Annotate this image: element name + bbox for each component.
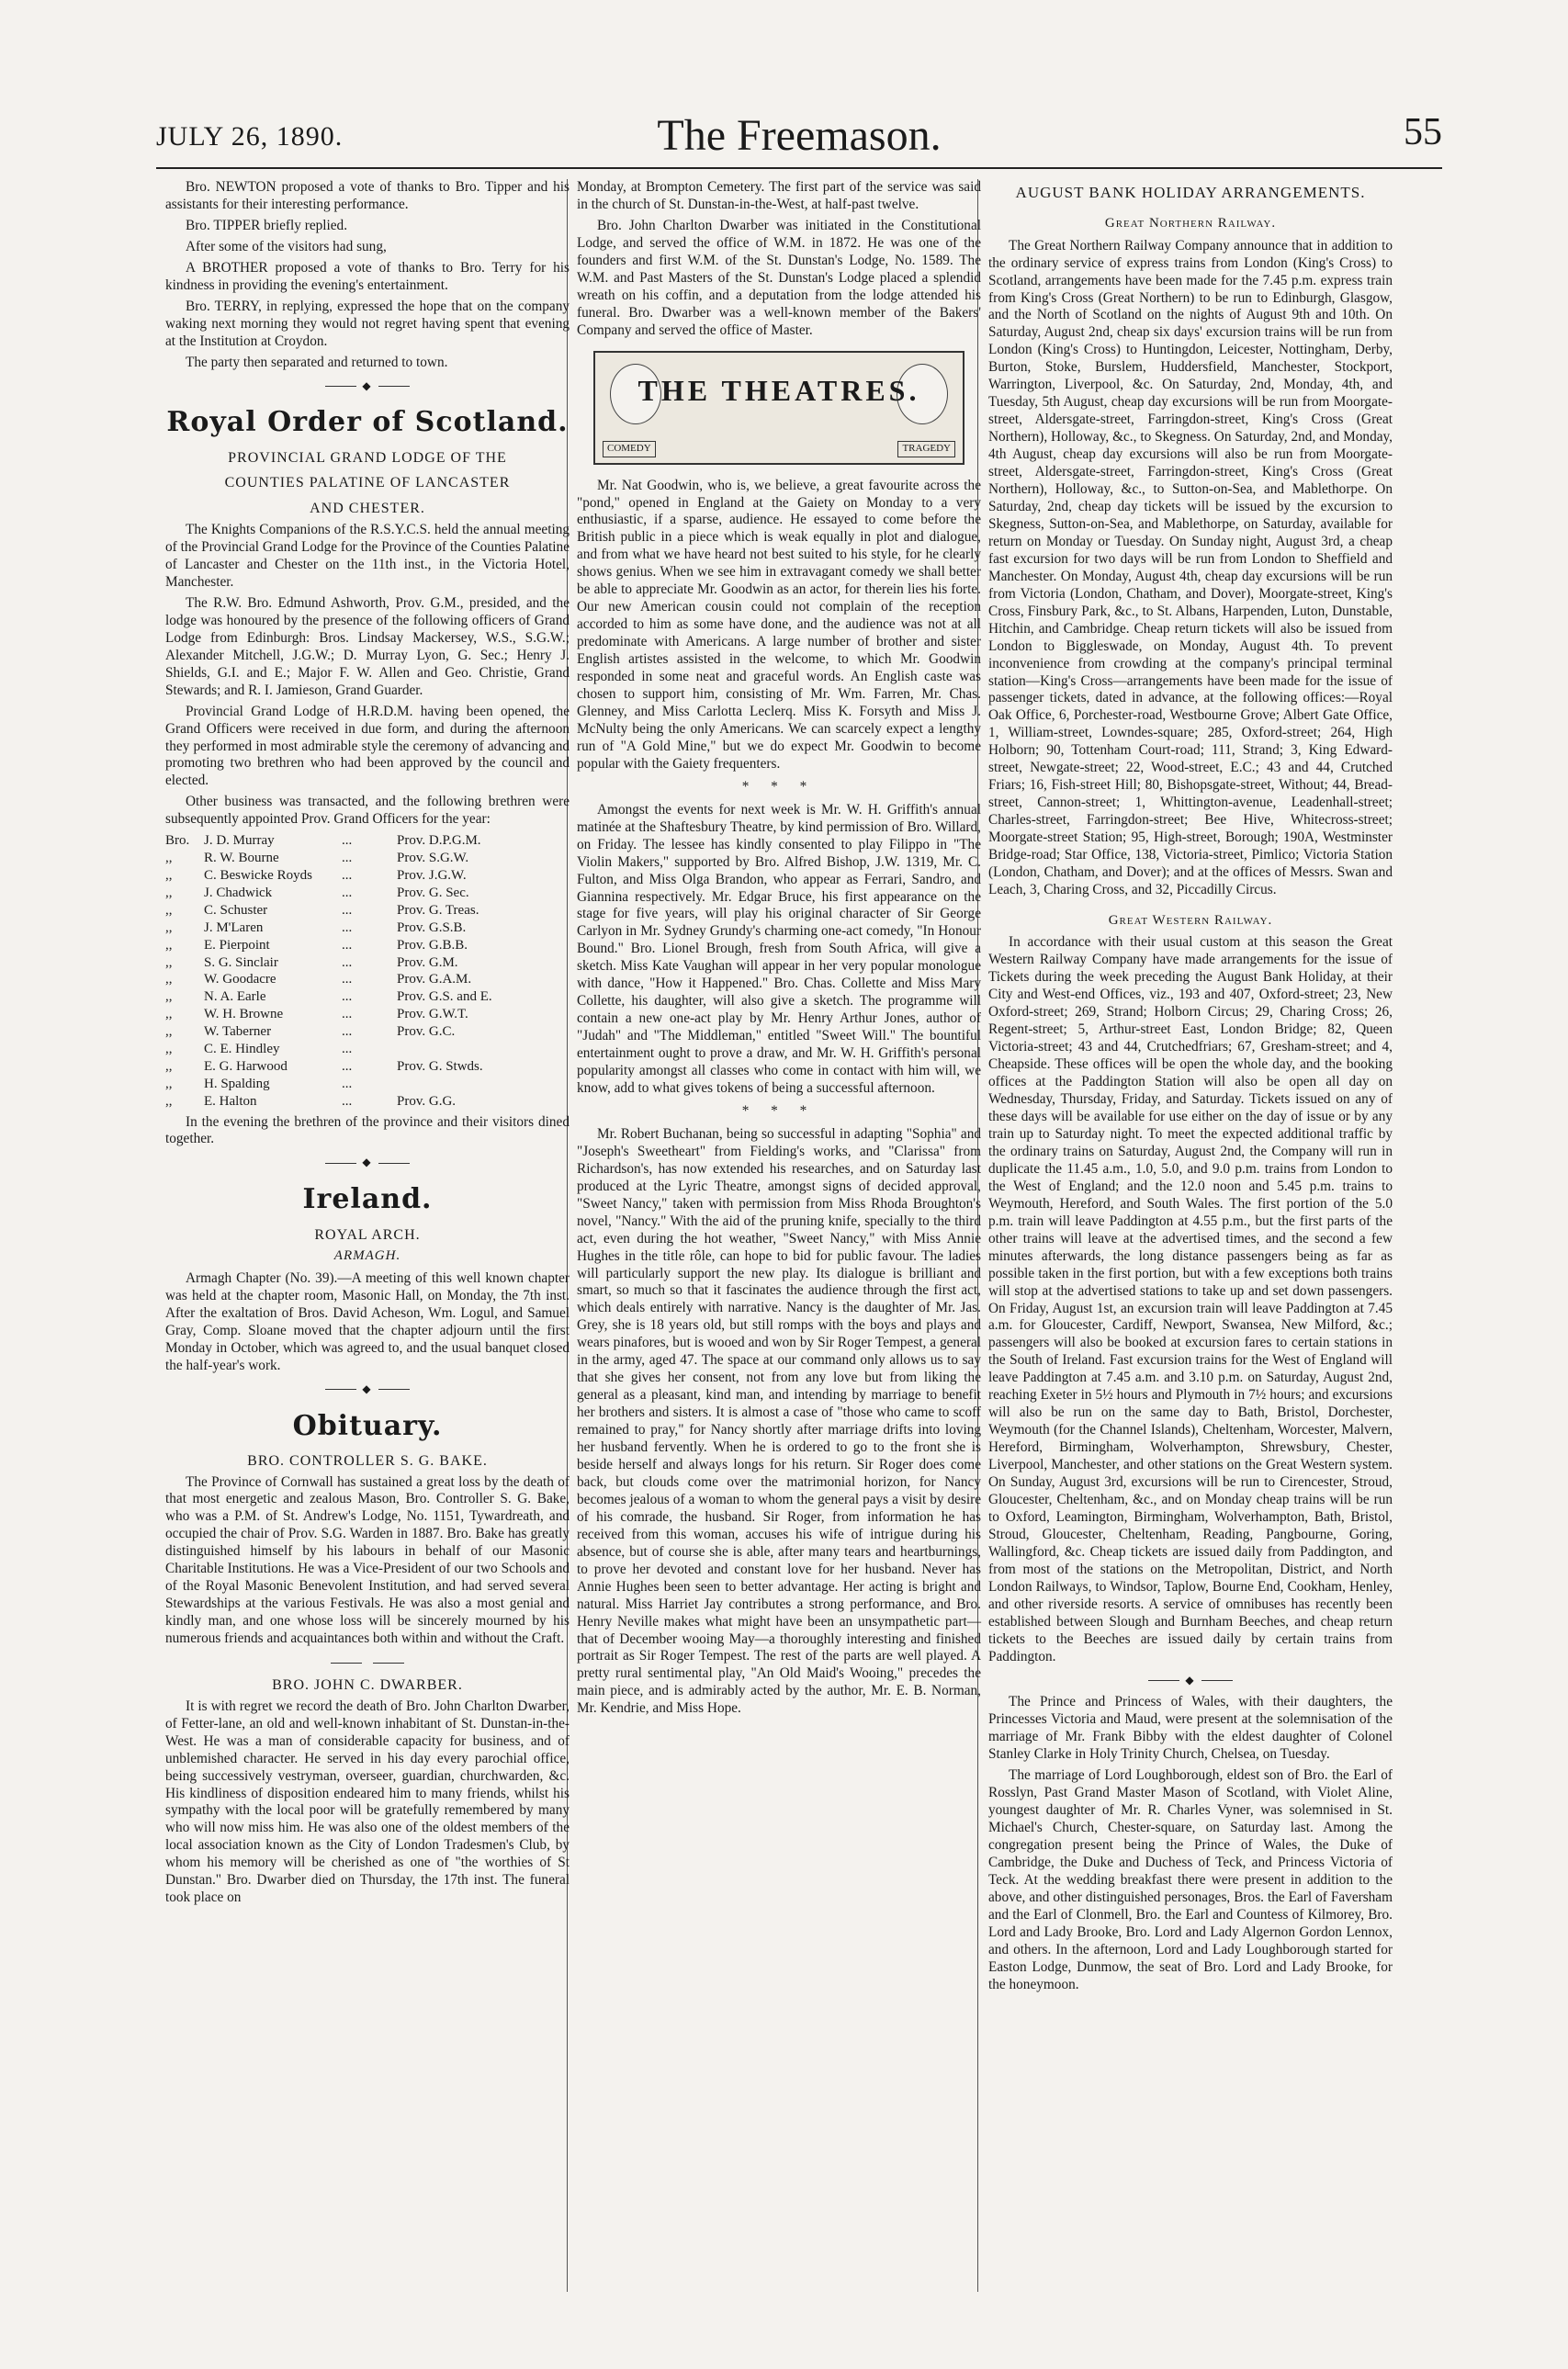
subheading: Great Northern Railway. (1104, 216, 1277, 231)
masthead (156, 110, 1442, 165)
officer-row: ,, S. G. Sinclair ... Prov. G.M. (165, 954, 458, 970)
paragraph: After some of the visitors had sung, (186, 238, 387, 254)
officer-row: ,, E. Halton ... Prov. G.G. (165, 1093, 457, 1109)
paragraph: Bro. TERRY, in replying, expressed the hope that on the company waking next morning they would not regret having spent that evening at the Institution at Croydon. (165, 298, 570, 349)
paragraph: The Prince and Princess of Wales, with their daughters, the Princesses Victoria and Maud, were present at the solemnisation of the marriage of Mr. Frank Bibby with the eldest daughter of Colonel Stanley Clarke in Holy Trinity Church, Chelsea, on Tuesday. (988, 1694, 1393, 1763)
paragraph: In the evening the brethren of the province and their visitors dined together. (165, 1113, 570, 1147)
paragraph: The party then separated and returned to town. (186, 354, 448, 370)
paragraph: The R.W. Bro. Edmund Ashworth, Prov. G.M., presided, and the lodge was honoured by the presence of the following officers of Grand Lodge from Edinburgh: Bros. Lindsay Mackersey, W.S., S.G.W.; Alexander Mitchell, J.G.W.; D. Murray Lyon, G. Sec.; Henry J. Shields, G.I. and E.; Major F. W. Allen and Geo. Christie, Grand Stewards; and R. I. Jamieson, Grand Guarder. (165, 594, 570, 698)
officer-row: ,, C. E. Hindley ... (165, 1041, 353, 1056)
paragraph: Provincial Grand Lodge of H.R.D.M. having been opened, the Grand Officers were received in due form, and during the afternoon they performed in most admirable style the ceremony of advancing and promoting two brethren who had been approved by the council and elected. (165, 703, 570, 789)
officer-row: Bro. J. D. Murray ... Prov. D.P.G.M. (165, 833, 481, 849)
officer-row: ,, J. M'Laren ... Prov. G.S.B. (165, 919, 467, 935)
paragraph: Other business was transacted, and the following brethren were subsequently appointed Prov. Grand Officers for the year: (165, 794, 570, 828)
paragraph: Bro. John Charlton Dwarber was initiated in the Constitutional Lodge, and served the office of W.M. in 1872. He was one of the founders and first W.M. of the St. Dunstan's Lodge, No. 1589. The W.M. and Past Masters of the St. Dunstan's Lodge placed a splendid wreath on his coffin, and a deputation from the lodge attended his funeral. Bro. Dwarber was a well-known member of the Bakers' Company and served the office of Master. (577, 217, 981, 338)
officer-row: ,, W. H. Browne ... Prov. G.W.T. (165, 1007, 468, 1022)
officer-row: ,, W. Taberner ... Prov. G.C. (165, 1024, 456, 1040)
subheading: COUNTIES PALATINE OF LANCASTER (224, 475, 511, 491)
subheading: Great Western Railway. (1108, 912, 1273, 928)
paragraph: Mr. Robert Buchanan, being so successful in adapting "Sophia" and "Joseph's Sweetheart" from Fielding's works, and "Clarissa" from Richardson's, has now extended his researches, and on Saturday last produced at the Lyric Theatre, amongst signs of decided approval, "Sweet Nancy," taken with permission from Miss Rhoda Broughton's novel, "Nancy." With the aid of the pruning knife, specially to the third act, even during the hot weather, "Sweet Nancy," with Miss Annie Hughes in the title rôle, can hope to bid for public favour. The ladies will particularly support the new play. Its dialogue is brilliant and smart, so much so that it fascinates the audience through the first act, which deals entirely with narrative. Nancy is the daughter of Mr. Jas. Grey, she is 18 years old, but still romps with the boys and plays and wears pinafores, but is wooed and won by Sir Roger Tempest, a general in the army, aged 47. The space at our command only allows us to say that she gives her consent, not from any love but from liking the general as a pleasant, kind man, and intending by marriage to benefit her brothers and sisters. It is almost a case of "those who came to scoff remained to pray," for Nancy shortly after marriage drifts into loving her husband fervently. When he is ordered to go to the front she is beside herself and always longs for his return. Sir Roger does come back, but clouds come over the matrimonial horizon, for Nancy becomes jealous of a woman to whom the general pays a visit by desire of his comrade, the husband. Sir Roger, from information he has received from this woman, accuses his wife of intrigue during his absence, but of course she is able, after many tears and heartburnings, to prove her devoted and constant love for her husband. Never has Annie Hughes been seen to better advantage. Her acting is bright and natural. Miss Harriet Jay contributes a strong performance, and Bro. Henry Neville makes what might have been an unsympathetic part—that of December wooing May—a thoroughly interesting and finished portrait as Sir Roger Tempest. The rest of the parts are well played. A pretty rural sentimental play, "An Old Maid's Wooing," precedes the main piece, and is admirably acted by the author, Mr. E. B. Norman, Mr. Kendrie, and Miss Hope. (577, 1125, 981, 1717)
paragraph: The Province of Cornwall has sustained a great loss by the death of that most energetic and zealous Mason, Bro. Controller S. G. Bake, who was a P.M. of St. Andrew's Lodge, No. 1151, Tywardreath, and occupied the chair of Prov. S.G. Warden in 1887. Bro. Bake has greatly distinguished himself by his labours in behalf of our Masonic Charitable Institutions. He was a Vice-President of our two Schools and of the Royal Masonic Benevolent Institution, and had served several Stewardships at the various Festivals. He was also a most genial and kindly man, and one whose loss will be sincerely mourned by his numerous friends and acquaintances both within and without the Craft. (165, 1473, 570, 1647)
theatres-banner (593, 351, 964, 465)
section-heading: Royal Order of Scotland. (166, 406, 569, 439)
ornament-divider: ◆ (988, 1674, 1393, 1687)
officer-row: ,, C. Schuster ... Prov. G. Treas. (165, 902, 479, 918)
paragraph: Bro. NEWTON proposed a vote of thanks to Bro. Tipper and his assistants for their interesting performance. (165, 179, 570, 212)
paper-title: The Freemason. (657, 111, 942, 160)
officers-list (165, 832, 570, 1110)
subheading: ROYAL ARCH. (314, 1226, 421, 1243)
paragraph: Armagh Chapter (No. 39).—A meeting of this well known chapter was held at the chapter room, Masonic Hall, on Monday, the 7th inst. After the exaltation of Bros. David Acheson, Wm. Logul, and Samuel Gray, Comp. Sloane moved that the chapter adjourn until the first Monday in October, which was agreed to, and the usual banquet closed the half-year's work. (165, 1269, 570, 1373)
column-3 (988, 179, 1393, 1998)
section-heading: Obituary. (292, 1409, 443, 1442)
section-heading: Ireland. (302, 1183, 433, 1216)
paragraph: Bro. TIPPER briefly replied. (186, 217, 348, 233)
subheading: ARMAGH. (333, 1248, 401, 1264)
paragraph: Mr. Nat Goodwin, who is, we believe, a great favourite across the "pond," opened in England at the Gaiety on Monday to a very enthusiastic, if a sparse, audience. He essayed to come before the British public in a piece which is weak equally in plot and dialogue, and from what we have heard not best suited to his style, for he clearly shows genius. When we see him in extravagant comedy we shall better be able to appreciate Mr. Goodwin as an actor, for therein lies his forte. Our new American cousin could not complain of the reception accorded to him as some have done, and the audience was not at all predominate with Americans. A large number of brother and sister English artistes assisted in the welcome, to which Mr. Goodwin responded in some neat and graceful words. An English caste was chosen to support him, consisting of Mr. Wm. Farren, Mr. Chas. Glenney, and Miss Carlotta Leclerq. Miss K. Forsyth and Miss J. McNulty being the only Americans. We can scarcely expect a lengthy run of "A Gold Mine," but we do expect Mr. Goodwin to become popular with the Gaiety frequenters. (577, 477, 981, 772)
officer-row: ,, J. Chadwick ... Prov. G. Sec. (165, 885, 469, 900)
officer-row: ,, E. Pierpoint ... Prov. G.B.B. (165, 937, 468, 953)
paragraph: Amongst the events for next week is Mr. W. H. Griffith's annual matinée at the Shaftesbury Theatre, by kind permission of Bro. Willard, on Friday. The lessee has kindly consented to play Filippo in "The Violin Makers," supported by Bro. Alfred Bishop, J.W. 1319, Mr. C. Fulton, and Miss Olga Brandon, who appear as Ferrari, Sandro, and Giannina respectively. Mr. Edgar Bruce, his first appearance on the stage for five years, will play his original character of Sir George Carlyon in Mr. Sydney Grundy's charming one-act comedy, "In Honour Bound." Bro. Lionel Brough, fresh from South Africa, will give a sketch. Miss Kate Vaughan will appear in her very popular monologue with dance, "How it Happened." Bro. Chas. Collette and Miss Mary Collette, his daughter, will also give a sketch. The programme will contain a new one-act play by Mr. Henry Arthur Jones, author of "Judah" and "The Middleman," entitled "Sweet Will." The bountiful entertainment ought to prove a draw, and Mr. W. H. Griffith's personal popularity amongst all classes who come in contact with him will, we know, add to what gives tokens of being a successful afternoon. (577, 801, 981, 1096)
banner-title: THE THEATRES. (637, 373, 920, 407)
paragraph: It is with regret we record the death of Bro. John Charlton Dwarber, of Fetter-lane, an old and well-known inhabitant of St. Dunstan-in-the-West. He was a man of considerable capacity for business, and of unblemished character. He served in his day every parochial office, being successively vestryman, overseer, guardian, churchwarden, &c. His kindliness of disposition endeared him to many friends, whilst his sympathy with the local poor will be gratefully remembered by many who will now miss him. He was also one of the oldest members of the local association known as the City of London Tradesmen's Club, by whom his memory will be cherished as one of "the worthies of St Dunstan." Bro. Dwarber died on Thursday, the 17th inst. The funeral took place on (165, 1698, 570, 1906)
banner-label-left: COMEDY (603, 441, 656, 457)
officer-row: ,, R. W. Bourne ... Prov. S.G.W. (165, 851, 469, 866)
section-break: * * * (741, 1102, 817, 1119)
subheading: BRO. CONTROLLER S. G. BAKE. (247, 1452, 488, 1469)
ornament-divider (165, 1655, 570, 1669)
section-break: * * * (741, 778, 817, 795)
column-1 (165, 179, 570, 1911)
page-number: 55 (1404, 111, 1442, 153)
subheading: BRO. JOHN C. DWARBER. (272, 1676, 463, 1693)
paragraph: Monday, at Brompton Cemetery. The first part of the service was said in the church of St. Dunstan-in-the-West, at half-past twelve. (577, 179, 981, 212)
subheading: PROVINCIAL GRAND LODGE OF THE (228, 449, 507, 466)
officer-row: ,, W. Goodacre ... Prov. G.A.M. (165, 972, 472, 987)
banner-label-right: TRAGEDY (897, 441, 955, 457)
issue-date: JULY 26, 1890. (156, 121, 344, 152)
ornament-divider: ◆ (165, 1156, 570, 1169)
ornament-divider: ◆ (165, 1382, 570, 1396)
officer-row: ,, C. Beswicke Royds ... Prov. J.G.W. (165, 868, 467, 884)
paragraph: The marriage of Lord Loughborough, eldest son of Bro. the Earl of Rosslyn, Past Grand Master Mason of Scotland, with Violet Aline, youngest daughter of Mr. R. Charles Vyner, was solemnised in St. Michael's Church, Chester-square, on Saturday last. Among the congregation present being the Prince of Wales, the Duke of Cambridge, the Duke and Duchess of Teck, and Princess Victoria of Teck. At the wedding breakfast there were present in addition to the above, and other distinguished personages, Bros. the Earl of Faversham and the Earl of Clonmell, Bro. the Earl and Countess of Kilmorey, Bro. Lord and Lady Brooke, Bro. Lord and Lady Algernon Gordon Lennox, and others. In the afternoon, Lord and Lady Loughborough started for Easton Lodge, Dunmow, the seat of Bro. Lord and Lady Brooke, for the honeymoon. (988, 1767, 1393, 1992)
column-2 (577, 179, 981, 1721)
header-rule (156, 167, 1442, 169)
officer-row: ,, N. A. Earle ... Prov. G.S. and E. (165, 989, 492, 1005)
paragraph: The Great Northern Railway Company announce that in addition to the ordinary service of express trains from London (King's Cross) to Scotland, arrangements have been made for the 7.45 p.m. express train from King's Cross (Great Northern) to be run to Edinburgh, Glasgow, and the North of Scotland on the nights of August 9th and 10th. On Saturday, August 2nd, cheap six days' excursion trains will be run from London (King's Cross) to Huntingdon, Leicester, Nottingham, Derby, Burton, Stoke, Burslem, Huddersfield, Manchester, Stockport, Warrington, Liverpool, &c. On Saturday, 2nd, Monday, 4th, and Tuesday, 5th August, cheap day excursions will be run from Moorgate-street, Aldersgate-street, Farringdon-street, King's Cross (Great Northern), Holloway, &c., to Skegness. On Saturday, 2nd, and Monday, 4th August, cheap day excursions will also be run from Moorgate-street, Aldersgate-street, Farringdon-street, King's Cross (Great Northern), Holloway, &c., to Sutton-on-Sea, and Mablethorpe. On Saturday, 2nd, cheap day tickets will be issued by the excursion to Skegness, Sutton-on-Sea, and Mablethorpe, on Saturday, available for return on Monday or Tuesday. On Sunday night, August 3rd, a cheap fast excursion for two days will be run from London to Sheffield and Manchester. On Monday, August 4th, cheap day excursions will be run from Victoria (London, Chatham, and Dover), Moorgate-street, King's Cross, Finsbury Park, &c., to St. Albans, Harpenden, Luton, Dunstable, Hitchin, and Cambridge. Cheap return tickets will also be issued from London to Biggleswade, on Monday, August 4th. To prevent inconvenience from crowding at the company's principal terminal station—King's Cross—arrangements have been made for the issue of passenger tickets, dated in advance, at the following offices:—Royal Oak Office, 6, Porchester-road, Westbourne Grove; Albert Gate Office, 1, William-street, Lowndes-square; 285, Oxford-street; 264, High Holborn; 90, Tottenham Court-road; 111, Strand; 3, King Edward-street, Newgate-street; 22, Wood-street, E.C.; 43 and 44, Crutched Friars; 16, Fish-street Hill; 80, Bishopsgate-street, Without; 44, Bread-street, Cannon-street; 1, Whittington-avenue, Leadenhall-street; Charles-street, Farringdon-street; Bee Hive, Whitecross-street; Moorgate-street Station; 95, High-street, Borough; 190A, Westminster Bridge-road; Star Office, 138, Victoria-street, Pimlico; Victoria Station (London, Chatham, and Dover); and at the offices of Messrs. Swan and Leach, 3, Charing Cross, and 32, Piccadilly Circus. (988, 237, 1393, 897)
subheading: AND CHESTER. (310, 501, 425, 517)
paragraph: The Knights Companions of the R.S.Y.C.S. held the annual meeting of the Provincial Grand Lodge for the Province of the Counties Palatine of Lancaster and Chester on the 11th inst., in the Victoria Hotel, Manchester. (165, 522, 570, 590)
section-heading: AUGUST BANK HOLIDAY ARRANGEMENTS. (1015, 184, 1366, 201)
paragraph: A BROTHER proposed a vote of thanks to Bro. Terry for his kindness in providing the evening's entertainment. (165, 259, 570, 293)
officer-row: ,, E. G. Harwood ... Prov. G. Stwds. (165, 1058, 483, 1074)
officer-row: ,, H. Spalding ... (165, 1076, 353, 1091)
ornament-divider: ◆ (165, 379, 570, 393)
paragraph: In accordance with their usual custom at this season the Great Western Railway Company have made arrangements for the issue of Tickets during the week preceding the August Bank Holiday, at their City and West-end Offices, viz., 193 and 407, Oxford-street; 23, New Oxford-street; 269, Strand; Holborn Circus; 29, Charing Cross; 26, Regent-street; 5, Arthur-street East, London Bridge; 82, Queen Victoria-street; 43 and 44, Crutchedfriars; 67, Gresham-street; and 4, Cheapside. These offices will be open the whole day, and the booking offices at the Paddington Station will also be open all day on Wednesday, Thursday, Friday, and Saturday. Tickets issued on any of these days will be available for use either on the day of issue or by any train up to Saturday night. To meet the expected additional traffic by the ordinary trains on Saturday, August 2nd, the Company will run in duplicate the 11.45 a.m., 1.0, 5.0, and 9.0 p.m. trains from London to the West of England; and the 12.0 noon and 5.45 p.m. trains to Weymouth, Hereford, and South Wales. The first portion of the 5.0 p.m. train will leave Paddington at 4.55 p.m., but the first parts of the other trains will leave at the advertised times, and the second a few minutes afterwards, the long distance passengers being as far as possible taken in the first portion, but with a few exceptions both trains will stop at the advertised stations to take up and set down passengers. On Friday, August 1st, an excursion train will leave Paddington at 7.45 a.m. for Gloucester, Cardiff, Newport, Swansea, New Milford, &c.; passengers will also be booked at excursion fares to certain stations in the South of Ireland. Fast excursion trains for the West of England will leave Paddington at 7.45 a.m. and 3.10 p.m. on Saturday, August 2nd, reaching Exeter in 5½ hours and Plymouth in 7½ hours; and excursions will also be run on the same day to Bath, Bristol, Dorchester, Weymouth (for the Channel Islands), Cheltenham, Worcester, Malvern, Hereford, Birmingham, Wolverhampton, Shrewsbury, Chester, Liverpool, Manchester, and other stations on the Great Western system. On Sunday, August 3rd, excursions will be run to Cirencester, Stroud, Gloucester, Cheltenham, &c., and on Monday cheap trains will be run to Oxford, Leamington, Birmingham, Wolverhampton, Bath, Bristol, Stroud, Gloucester, Cheltenham, Reading, Pangbourne, Goring, Wallingford, &c. Cheap tickets are issued daily from Paddington, and from most of the stations on the Metropolitan, District, and North London Railways, to Windsor, Taplow, Bourne End, Cookham, Henley, and other riverside resorts. A service of omnibuses has recently been established between Slough and Burnham Beeches, and cheap return tickets to the Beeches are issued daily by certain trains from Paddington. (988, 934, 1393, 1664)
